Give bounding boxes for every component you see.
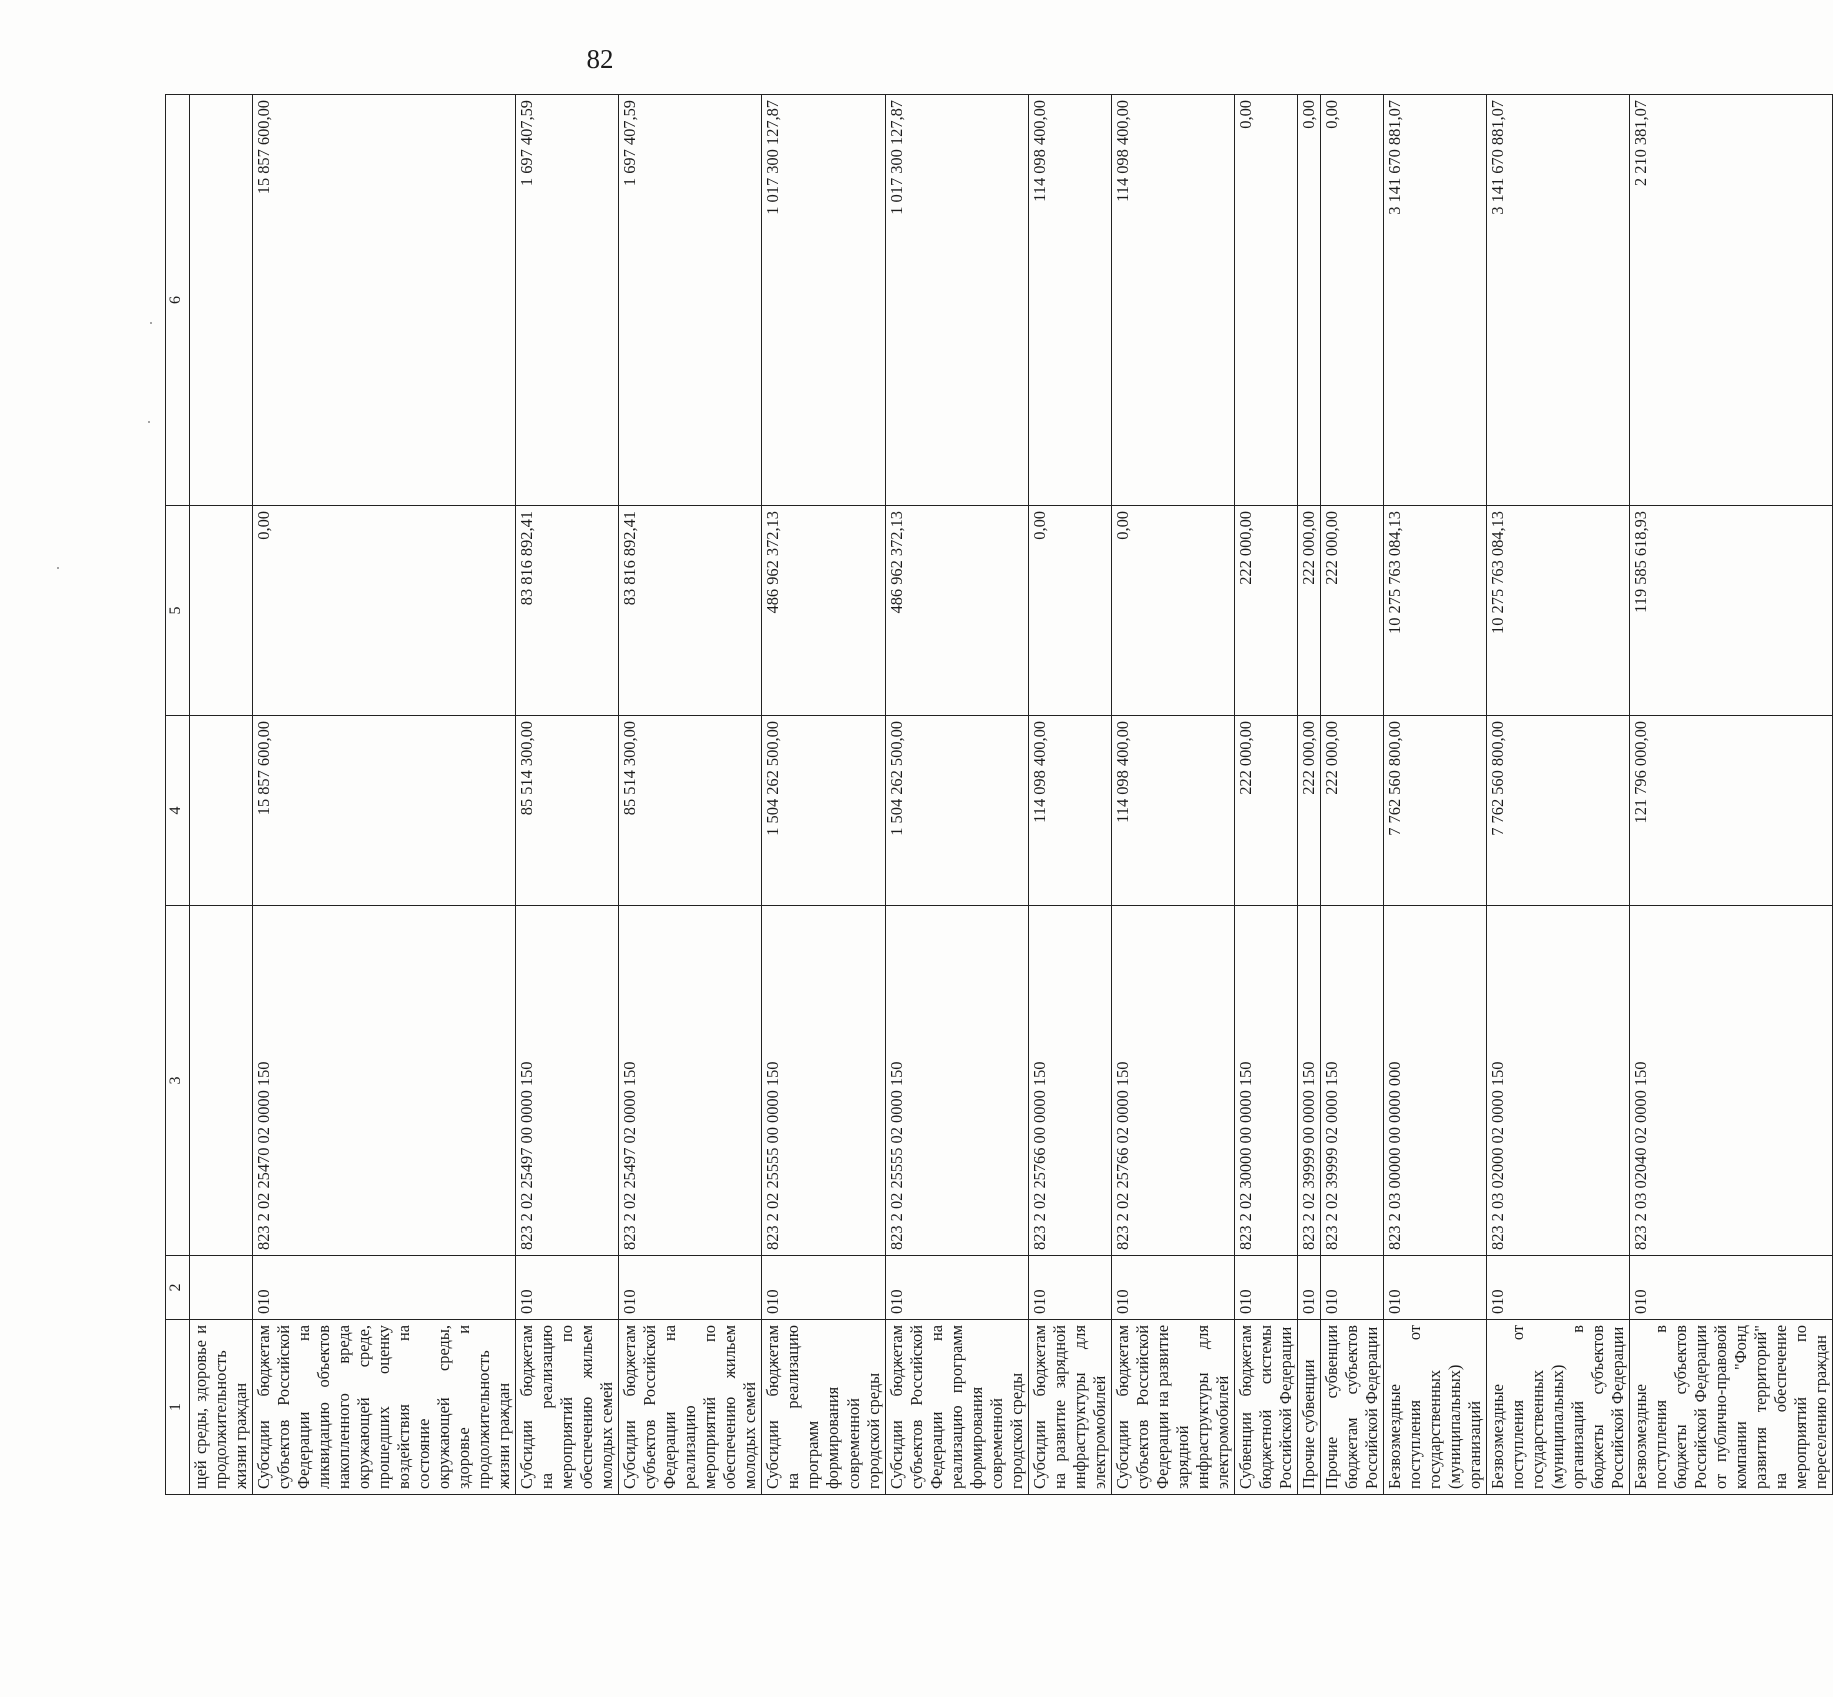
- executed-amount-cell: 119 585 618,93: [1630, 506, 1833, 716]
- table-row: [190, 95, 253, 1495]
- line-code-cell: 010: [1234, 1256, 1297, 1320]
- remainder-amount-cell: 15 857 600,00: [253, 95, 516, 506]
- line-code-cell: 010: [1486, 1256, 1629, 1320]
- budget-code-cell: 823 2 02 25766 02 0000 150: [1111, 906, 1234, 1256]
- row-name-cell: Безвозмездные поступления в бюджеты субъектов Российской Федерации от публично-правовой компании "Фонд развития территорий" на обеспечение мероприятий по переселению граждан: [1630, 1320, 1833, 1495]
- row-name-cell: Субсидии бюджетам субъектов Российской Федерации на ликвидацию объектов накопленного вреда окружающей среде, прошедших оценку воздействия на состояние окружающей среды, здоровье и продолжительность жизни граждан: [253, 1320, 516, 1495]
- row-name-cell: Прочие субвенции: [1297, 1320, 1320, 1495]
- plan-amount-cell: 222 000,00: [1297, 716, 1320, 906]
- table-row: [619, 95, 762, 1495]
- remainder-amount-cell: 1 017 300 127,87: [762, 95, 885, 506]
- line-code-cell: 010: [1320, 1256, 1383, 1320]
- table-row: [516, 95, 619, 1495]
- row-name-cell: Субсидии бюджетам на реализацию программ формирования современной городской среды: [762, 1320, 885, 1495]
- line-code-cell: 010: [1383, 1256, 1486, 1320]
- row-name-cell: Субсидии бюджетам на реализацию мероприятий по обеспечению жильем молодых семей: [516, 1320, 619, 1495]
- rotated-table-container: [165, 94, 1833, 1495]
- line-code-cell: 010: [1028, 1256, 1111, 1320]
- remainder-amount-cell: 114 098 400,00: [1028, 95, 1111, 506]
- budget-code-cell: [190, 906, 253, 1256]
- remainder-amount-cell: 3 141 670 881,07: [1383, 95, 1486, 506]
- executed-amount-cell: 10 275 763 084,13: [1486, 506, 1629, 716]
- plan-amount-cell: 1 504 262 500,00: [885, 716, 1028, 906]
- row-name-cell: Субсидии бюджетам субъектов Российской Федерации на развитие зарядной инфраструктуры для электромобилей: [1111, 1320, 1234, 1495]
- column-header: 2: [166, 1256, 190, 1320]
- executed-amount-cell: 10 275 763 084,13: [1383, 506, 1486, 716]
- row-name-cell: Субсидии бюджетам субъектов Российской Федерации на реализацию мероприятий по обеспечению жильем молодых семей: [619, 1320, 762, 1495]
- budget-code-cell: 823 2 03 02000 02 0000 150: [1486, 906, 1629, 1256]
- line-code-cell: 010: [885, 1256, 1028, 1320]
- row-name-cell: Безвозмездные поступления от государственных (муниципальных) организаций в бюджеты субъектов Российской Федерации: [1486, 1320, 1629, 1495]
- plan-amount-cell: 222 000,00: [1320, 716, 1383, 906]
- remainder-amount-cell: 2 210 381,07: [1630, 95, 1833, 506]
- scan-speck: [57, 567, 59, 569]
- table-row: [762, 95, 885, 1495]
- remainder-amount-cell: 3 141 670 881,07: [1486, 95, 1629, 506]
- line-code-cell: 010: [1630, 1256, 1833, 1320]
- executed-amount-cell: 486 962 372,13: [762, 506, 885, 716]
- table-row: [253, 95, 516, 1495]
- remainder-amount-cell: 1 697 407,59: [619, 95, 762, 506]
- budget-code-cell: 823 2 03 00000 00 0000 000: [1383, 906, 1486, 1256]
- executed-amount-cell: 83 816 892,41: [516, 506, 619, 716]
- budget-code-cell: 823 2 02 25766 00 0000 150: [1028, 906, 1111, 1256]
- budget-code-cell: 823 2 02 39999 02 0000 150: [1320, 906, 1383, 1256]
- scan-speck: [150, 322, 152, 324]
- line-code-cell: 010: [762, 1256, 885, 1320]
- executed-amount-cell: 0,00: [253, 506, 516, 716]
- executed-amount-cell: 0,00: [1111, 506, 1234, 716]
- table-row: [1028, 95, 1111, 1495]
- plan-amount-cell: 85 514 300,00: [619, 716, 762, 906]
- row-name-cell: Безвозмездные поступления от государственных (муниципальных) организаций: [1383, 1320, 1486, 1495]
- line-code-cell: 010: [1297, 1256, 1320, 1320]
- line-code-cell: 010: [1111, 1256, 1234, 1320]
- remainder-amount-cell: 0,00: [1320, 95, 1383, 506]
- row-name-cell: Субвенции бюджетам бюджетной системы Российской Федерации: [1234, 1320, 1297, 1495]
- plan-amount-cell: 114 098 400,00: [1111, 716, 1234, 906]
- executed-amount-cell: 222 000,00: [1234, 506, 1297, 716]
- plan-amount-cell: 121 796 000,00: [1630, 716, 1833, 906]
- column-header: 1: [166, 1320, 190, 1495]
- table-row: [1111, 95, 1234, 1495]
- budget-code-cell: 823 2 02 25497 00 0000 150: [516, 906, 619, 1256]
- row-name-cell: Субсидии бюджетам на развитие зарядной инфраструктуры для электромобилей: [1028, 1320, 1111, 1495]
- plan-amount-cell: 15 857 600,00: [253, 716, 516, 906]
- column-header: 6: [166, 95, 190, 506]
- plan-amount-cell: 1 504 262 500,00: [762, 716, 885, 906]
- budget-code-cell: 823 2 03 02040 02 0000 150: [1630, 906, 1833, 1256]
- table-row: [885, 95, 1028, 1495]
- table-row: [1486, 95, 1629, 1495]
- plan-amount-cell: 85 514 300,00: [516, 716, 619, 906]
- remainder-amount-cell: 1 697 407,59: [516, 95, 619, 506]
- executed-amount-cell: 83 816 892,41: [619, 506, 762, 716]
- line-code-cell: 010: [516, 1256, 619, 1320]
- remainder-amount-cell: 0,00: [1234, 95, 1297, 506]
- budget-code-cell: 823 2 02 25470 02 0000 150: [253, 906, 516, 1256]
- budget-code-cell: 823 2 02 25497 02 0000 150: [619, 906, 762, 1256]
- table-row: [1630, 95, 1833, 1495]
- plan-amount-cell: 114 098 400,00: [1028, 716, 1111, 906]
- remainder-amount-cell: 114 098 400,00: [1111, 95, 1234, 506]
- plan-amount-cell: 222 000,00: [1234, 716, 1297, 906]
- line-code-cell: 010: [253, 1256, 516, 1320]
- executed-amount-cell: 0,00: [1028, 506, 1111, 716]
- column-header: 5: [166, 506, 190, 716]
- plan-amount-cell: 7 762 560 800,00: [1383, 716, 1486, 906]
- line-code-cell: 010: [619, 1256, 762, 1320]
- row-name-cell: щей среды, здоровье и продолжительность жизни граждан: [190, 1320, 253, 1495]
- table-row: [1297, 95, 1320, 1495]
- table-row: [1320, 95, 1383, 1495]
- plan-amount-cell: 7 762 560 800,00: [1486, 716, 1629, 906]
- row-name-cell: Субсидии бюджетам субъектов Российской Федерации на реализацию программ формирования современной городской среды: [885, 1320, 1028, 1495]
- page-number: 82: [586, 44, 614, 74]
- column-number-row: [166, 95, 190, 1495]
- budget-code-cell: 823 2 02 25555 02 0000 150: [885, 906, 1028, 1256]
- column-header: 4: [166, 716, 190, 906]
- executed-amount-cell: [190, 506, 253, 716]
- scan-speck: [148, 421, 150, 423]
- row-name-cell: Прочие субвенции бюджетам субъектов Российской Федерации: [1320, 1320, 1383, 1495]
- plan-amount-cell: [190, 716, 253, 906]
- remainder-amount-cell: [190, 95, 253, 506]
- executed-amount-cell: 222 000,00: [1297, 506, 1320, 716]
- executed-amount-cell: 222 000,00: [1320, 506, 1383, 716]
- column-header: 3: [166, 906, 190, 1256]
- executed-amount-cell: 486 962 372,13: [885, 506, 1028, 716]
- budget-table: [165, 94, 1833, 1495]
- budget-code-cell: 823 2 02 39999 00 0000 150: [1297, 906, 1320, 1256]
- remainder-amount-cell: 1 017 300 127,87: [885, 95, 1028, 506]
- line-code-cell: [190, 1256, 253, 1320]
- table-row: [1234, 95, 1297, 1495]
- table-row: [1383, 95, 1486, 1495]
- remainder-amount-cell: 0,00: [1297, 95, 1320, 506]
- budget-code-cell: 823 2 02 25555 00 0000 150: [762, 906, 885, 1256]
- budget-code-cell: 823 2 02 30000 00 0000 150: [1234, 906, 1297, 1256]
